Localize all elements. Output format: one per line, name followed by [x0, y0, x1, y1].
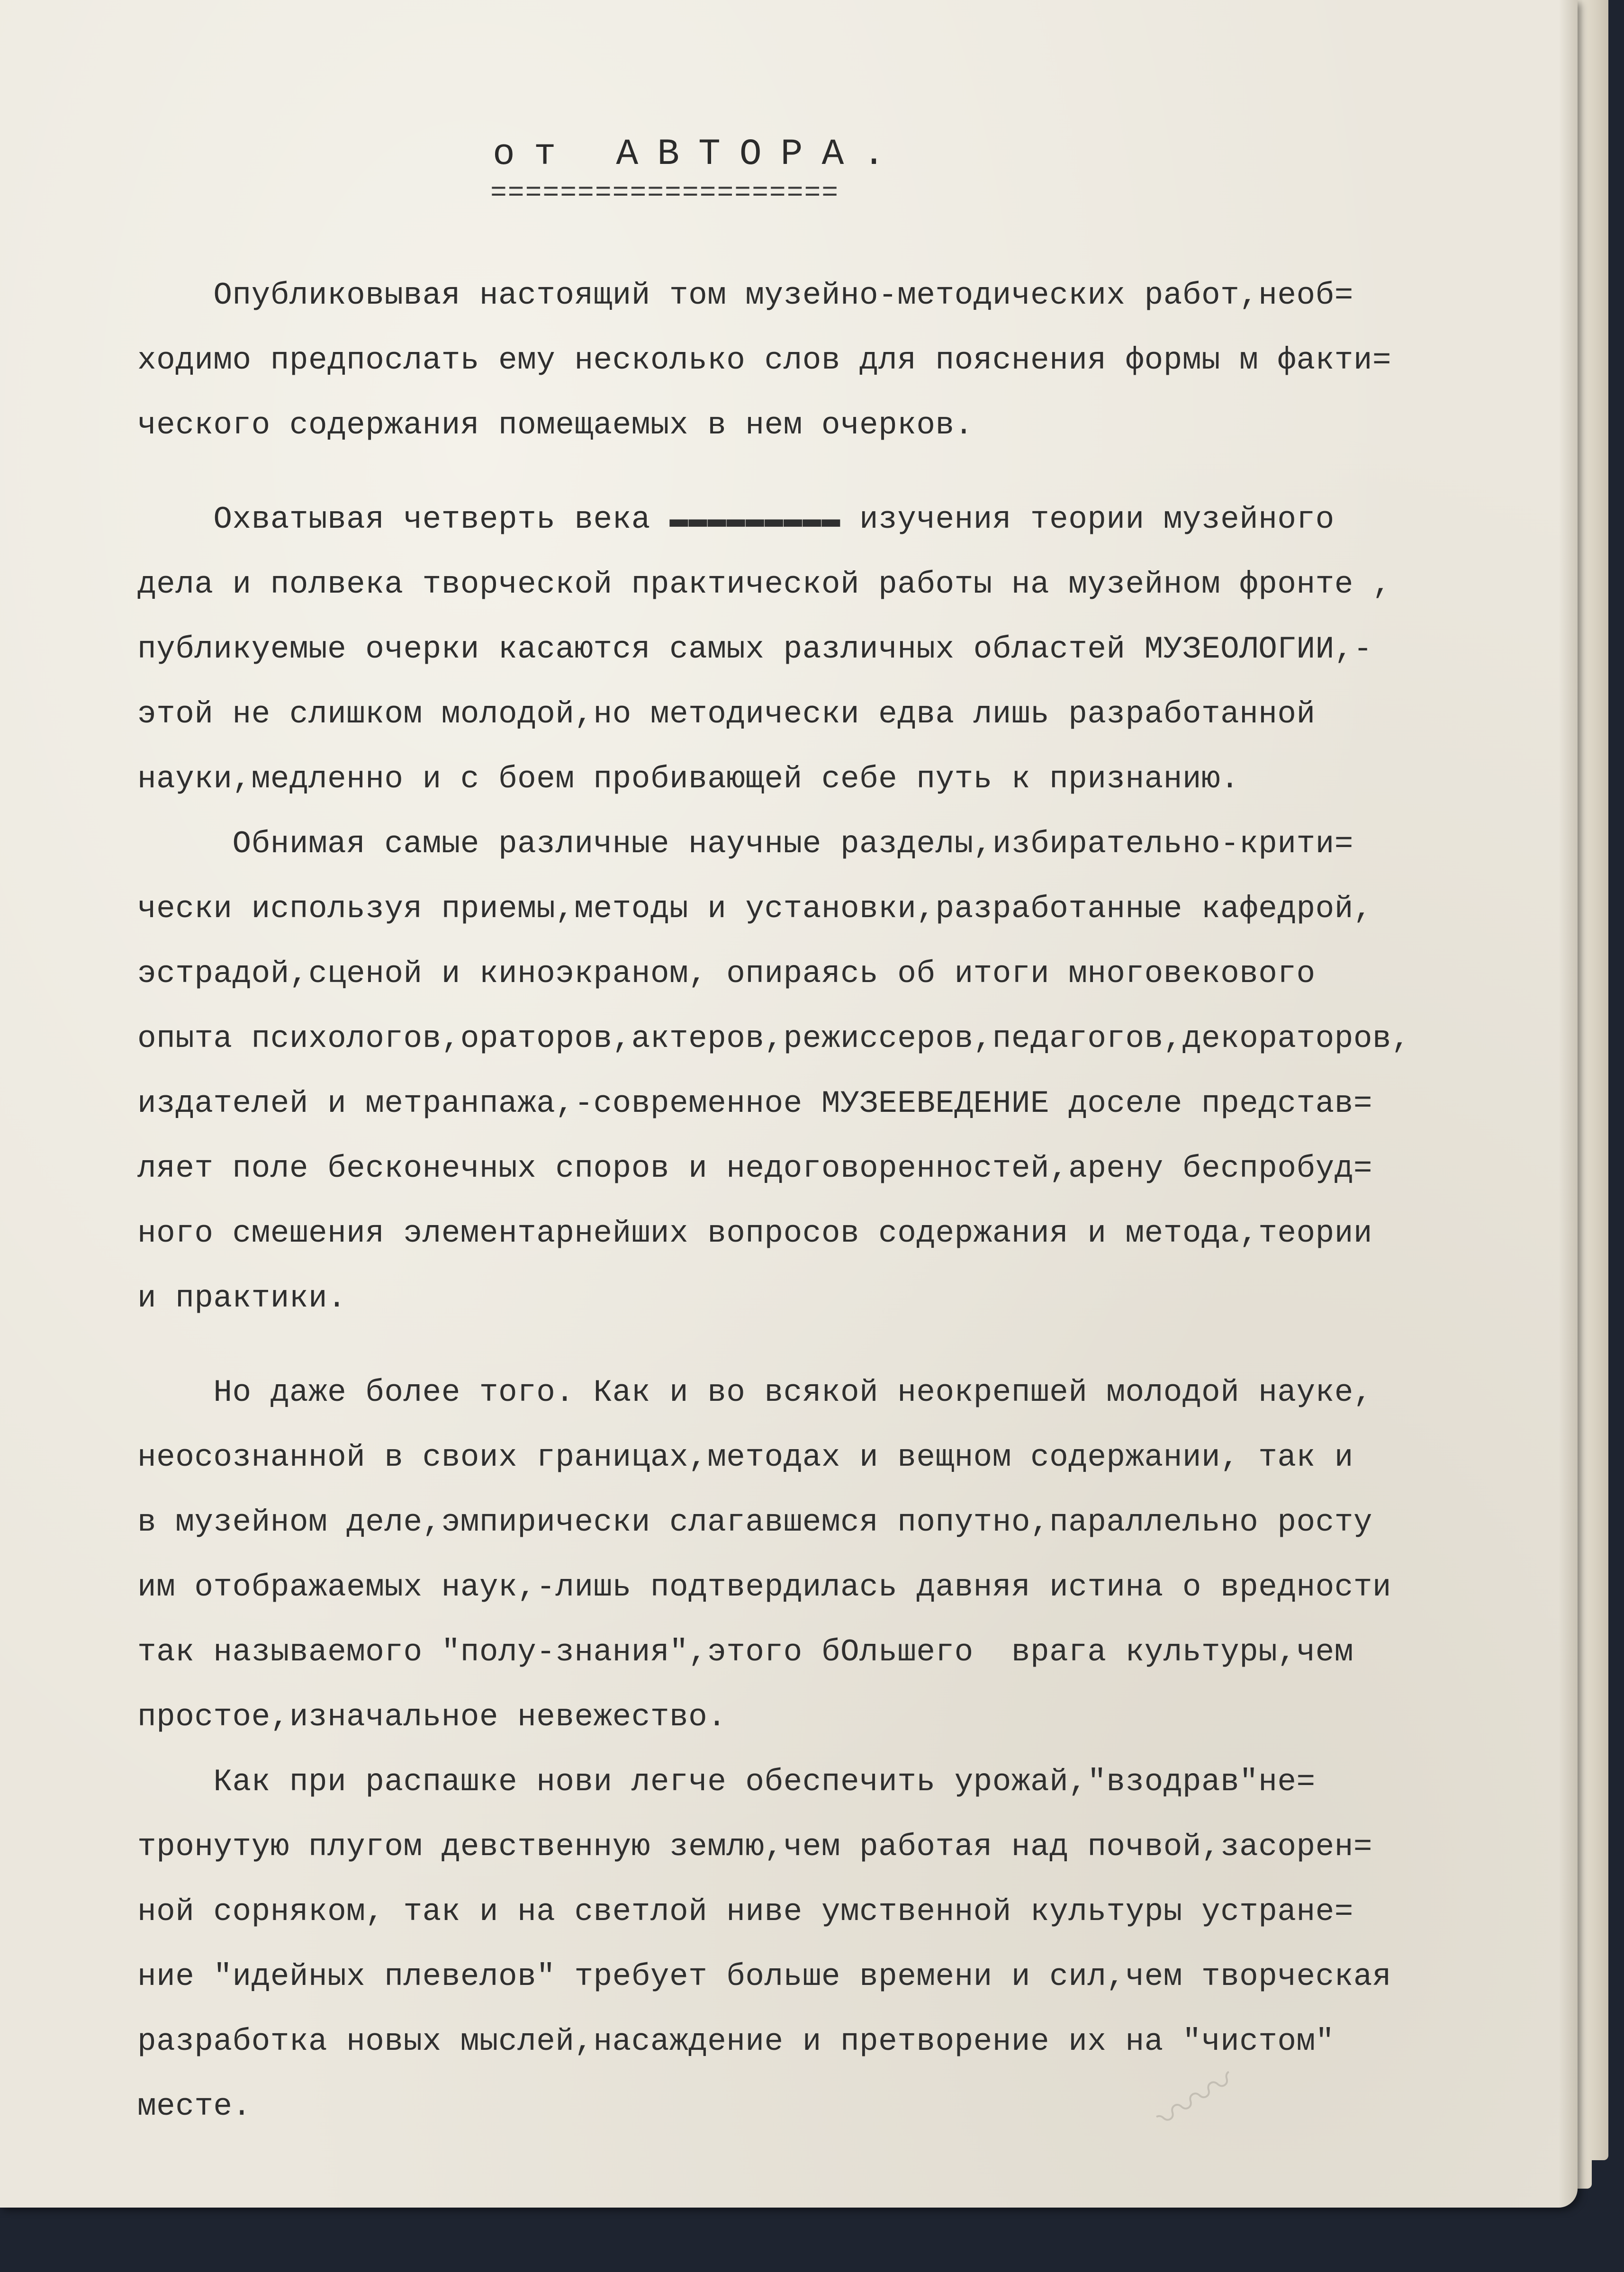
text-line: так называемого "полу-знания",этого бОльшего врага культуры,чем	[137, 1634, 1353, 1670]
title-underline: ====================	[490, 178, 839, 209]
paragraph-1	[137, 263, 1559, 458]
text-line: опыта психологов,ораторов,актеров,режиссеров,педагогов,декораторов,	[137, 1021, 1411, 1056]
text-line: простое,изначальное невежество.	[137, 1699, 727, 1735]
text-line: Но даже более того. Как и во всякой неокрепшей молодой науке,	[137, 1375, 1372, 1410]
text-line: и практики.	[137, 1280, 347, 1316]
text-line: ной сорняком, так и на светлой ниве умственной культуры устране=	[137, 1894, 1353, 1929]
text-line: неосознанной в своих границах,методах и вещном содержании, так и	[137, 1440, 1353, 1475]
text-line: Охватывая четверть века ▬▬▬▬▬▬▬▬▬ изучения теории музейного	[137, 502, 1335, 537]
text-line: ние "идейных плевелов" требует больше времени и сил,чем творческая	[137, 1959, 1392, 1994]
text-line: издателей и метранпажа,-современное МУЗЕЕВЕДЕНИЕ доселе представ=	[137, 1086, 1372, 1121]
text-line: тронутую плугом девственную землю,чем работая над почвой,засорен=	[137, 1829, 1372, 1865]
pencil-mark: 〰〰	[1146, 2056, 1245, 2144]
text-line: науки,медленно и с боем пробивающей себе путь к признанию.	[137, 761, 1240, 797]
text-line: публикуемые очерки касаются самых различных областей МУЗЕОЛОГИИ,-	[137, 631, 1372, 667]
page-shadow	[1559, 0, 1578, 2208]
text-line: Как при распашке нови легче обеспечить урожай,"взодрав"не=	[137, 1764, 1316, 1800]
body-text	[137, 263, 1559, 2139]
text-line: месте.	[137, 2089, 252, 2124]
paragraph-4	[137, 1360, 1559, 1749]
paragraph-5	[137, 1749, 1559, 2139]
text-line: эстрадой,сценой и киноэкраном, опираясь об итоги многовекового	[137, 956, 1316, 992]
paragraph-gap	[137, 458, 1559, 487]
text-line: дела и полвека творческой практической работы на музейном фронте ,	[137, 567, 1392, 602]
text-line: ляет поле бесконечных споров и недоговоренностей,арену беспробуд=	[137, 1151, 1372, 1186]
text-line: ходимо предпослать ему несколько слов для пояснения формы м факти=	[137, 343, 1392, 378]
text-line: ного смешения элементарнейших вопросов содержания и метода,теории	[137, 1216, 1372, 1251]
text-line: Обнимая самые различные научные разделы,избирательно-крити=	[137, 826, 1353, 862]
page-title: от АВТОРА.	[493, 134, 904, 175]
text-line: им отображаемых наук,-лишь подтвердилась давняя истина о вредности	[137, 1569, 1392, 1605]
text-line: разработка новых мыслей,насаждение и претворение их на "чистом"	[137, 2024, 1335, 2059]
text-line: чески используя приемы,методы и установки,разработанные кафедрой,	[137, 891, 1372, 927]
paragraph-3	[137, 811, 1559, 1331]
underlying-page-edge-2	[1582, 0, 1608, 2160]
text-line: в музейном деле,эмпирически слагавшемся попутно,параллельно росту	[137, 1505, 1372, 1540]
paragraph-2	[137, 487, 1559, 811]
text-line: ческого содержания помещаемых в нем очерков.	[137, 407, 974, 443]
text-line: Опубликовывая настоящий том музейно-методических работ,необ=	[137, 278, 1353, 313]
text-line: этой не слишком молодой,но методически едва лишь разработанной	[137, 696, 1316, 732]
paragraph-gap	[137, 1331, 1559, 1360]
